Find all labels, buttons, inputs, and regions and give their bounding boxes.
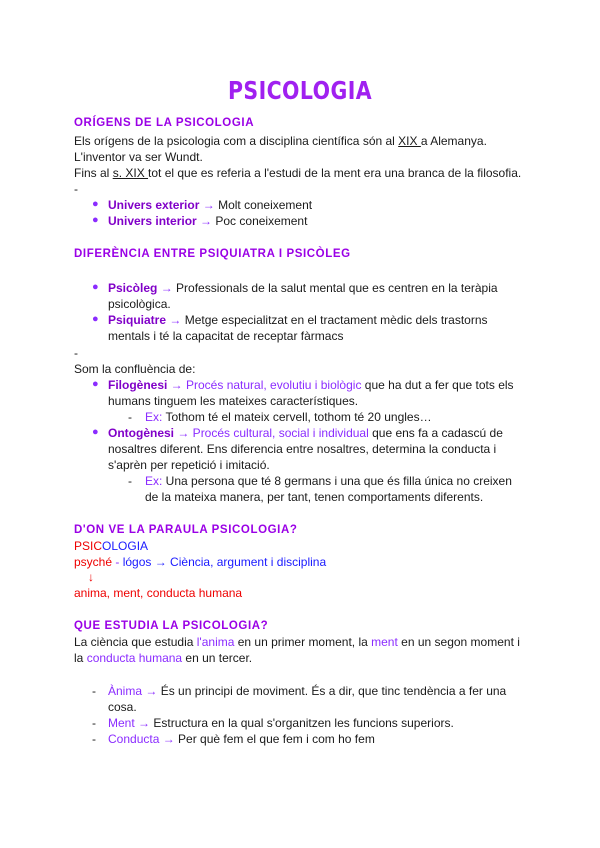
text: Estructura en la qual s'organitzen les funcions superiors. — [150, 716, 454, 730]
arrow-icon: → — [200, 214, 213, 228]
arrow-icon: → — [169, 313, 182, 327]
list-item — [108, 198, 312, 213]
paragraph — [74, 635, 520, 650]
word-breakdown — [74, 539, 148, 554]
underlined-text: s. XIX — [112, 166, 149, 180]
text: en un tercer. — [182, 651, 253, 665]
term: Univers exterior — [108, 198, 200, 212]
bullet-icon: ● — [92, 426, 99, 438]
highlight: conducta humana — [86, 651, 183, 665]
word-part: PSIC — [74, 539, 103, 553]
text: en un segon moment i — [397, 635, 520, 649]
dash-icon: - — [92, 716, 96, 730]
paragraph: Som la confluència de: — [74, 362, 196, 376]
dash-text: - — [74, 182, 78, 196]
term: Filogènesi — [108, 378, 168, 392]
etymology-line — [74, 555, 326, 570]
bullet-icon: ● — [92, 214, 99, 226]
underlined-text: XIX — [398, 134, 421, 148]
text: Fins al — [74, 166, 113, 180]
example — [145, 410, 432, 425]
example — [145, 474, 512, 489]
list-item — [108, 426, 503, 441]
bullet-icon: ● — [92, 198, 99, 210]
text: Una persona que té 8 germans i una que és filla única no creixen — [162, 474, 512, 488]
down-arrow-icon: ↓ — [88, 570, 94, 584]
list-item — [108, 716, 454, 731]
term: Univers interior — [108, 214, 197, 228]
text: És un principi de moviment. És a dir, que tinc tendència a fer una — [157, 684, 507, 698]
text: que ha dut a fer que tots els — [361, 378, 514, 392]
bullet-icon: ● — [92, 281, 99, 293]
text: La ciència que estudia — [74, 635, 197, 649]
arrow-icon: → — [202, 198, 215, 212]
text: Tothom té el mateix cervell, tothom té 20 ungles… — [162, 410, 432, 424]
term: Conducta — [108, 732, 160, 746]
definition: → Procés natural, evolutiu i biològic — [167, 378, 362, 392]
text: que ens fa a cadascú de — [368, 426, 503, 440]
text: Els orígens de la psicologia com a disciplina científica són al — [74, 134, 399, 148]
logos-definition: → Ciència, argument i disciplina — [151, 555, 327, 569]
example-label: Ex: — [145, 410, 163, 424]
dash-icon: - — [128, 410, 132, 424]
term: Ment — [108, 716, 135, 730]
term: Psiquiatre — [108, 313, 167, 327]
text: Per què fem el que fem i com ho fem — [174, 732, 375, 746]
text: tot el que es referia a l'estudi de la ment era una branca de la filosofia. — [148, 166, 522, 180]
section-heading-what-studies: QUE ESTUDIA LA PSICOLOGIA? — [74, 620, 269, 632]
psyche-definition: anima, ment, conducta humana — [74, 586, 243, 600]
text: a Alemanya. — [420, 134, 487, 148]
dash-text: - — [74, 346, 78, 360]
term: Ànima — [108, 684, 143, 698]
text: s'aprèn per repetició i imitació. — [108, 458, 270, 472]
list-item — [108, 378, 514, 393]
psyche-term: psyché — [74, 555, 113, 569]
bullet-icon: ● — [92, 313, 99, 325]
text: cosa. — [108, 700, 137, 714]
text: Molt coneixement — [214, 198, 313, 212]
text: la — [74, 651, 87, 665]
dash-icon: - — [92, 684, 96, 698]
text: psicològica. — [108, 297, 171, 311]
arrow-icon: → — [160, 281, 173, 295]
list-item — [108, 281, 498, 296]
separator: - — [112, 555, 123, 569]
term: Ontogènesi — [108, 426, 175, 440]
paragraph — [74, 651, 252, 666]
dash-icon: - — [92, 732, 96, 746]
example-label: Ex: — [145, 474, 163, 488]
text: nosaltres diferent. Ens diferencia entre nosaltres, determina la conducta i — [108, 442, 497, 456]
text: humans tinguem les mateixes característiques. — [108, 394, 359, 408]
word-part: LOGIA — [111, 539, 149, 553]
text: Professionals de la salut mental que es centren en la teràpia — [172, 281, 498, 295]
arrow-icon: → — [142, 684, 158, 698]
list-item — [108, 732, 375, 747]
section-heading-word-origin: D'ON VE LA PARAULA PSICOLOGIA? — [74, 524, 298, 536]
dash-icon: - — [128, 474, 132, 488]
text: Metge especialitzat en el tractament mèdic dels trastorns — [181, 313, 488, 327]
paragraph — [74, 134, 487, 149]
arrow-icon: → — [159, 732, 175, 746]
bullet-icon: ● — [92, 378, 99, 390]
page-title: PSICOLOGIA — [227, 76, 373, 105]
list-item — [108, 684, 506, 699]
section-heading-difference: DIFERÈNCIA ENTRE PSIQUIATRA I PSICÒLEG — [74, 248, 351, 260]
text: Poc coneixement — [212, 214, 308, 228]
text: de la mateixa manera, per tant, tenen comportaments diferents. — [145, 490, 484, 504]
text: mentals i té la capacitat de receptar fàrmacs — [108, 329, 344, 343]
section-heading-origins: ORÍGENS DE LA PSICOLOGIA — [74, 117, 255, 129]
term: Psicòleg — [108, 281, 158, 295]
paragraph — [74, 166, 521, 181]
text: en un primer moment, la — [234, 635, 372, 649]
highlight: ment — [371, 635, 398, 649]
list-item — [108, 214, 307, 229]
word-part: O — [102, 539, 112, 553]
logos-term: lógos — [122, 555, 152, 569]
paragraph: L'inventor va ser Wundt. — [74, 150, 203, 164]
highlight: l'anima — [196, 635, 235, 649]
definition: → Procés cultural, social i individual — [174, 426, 369, 440]
list-item — [108, 313, 488, 328]
arrow-icon: → — [134, 716, 151, 730]
